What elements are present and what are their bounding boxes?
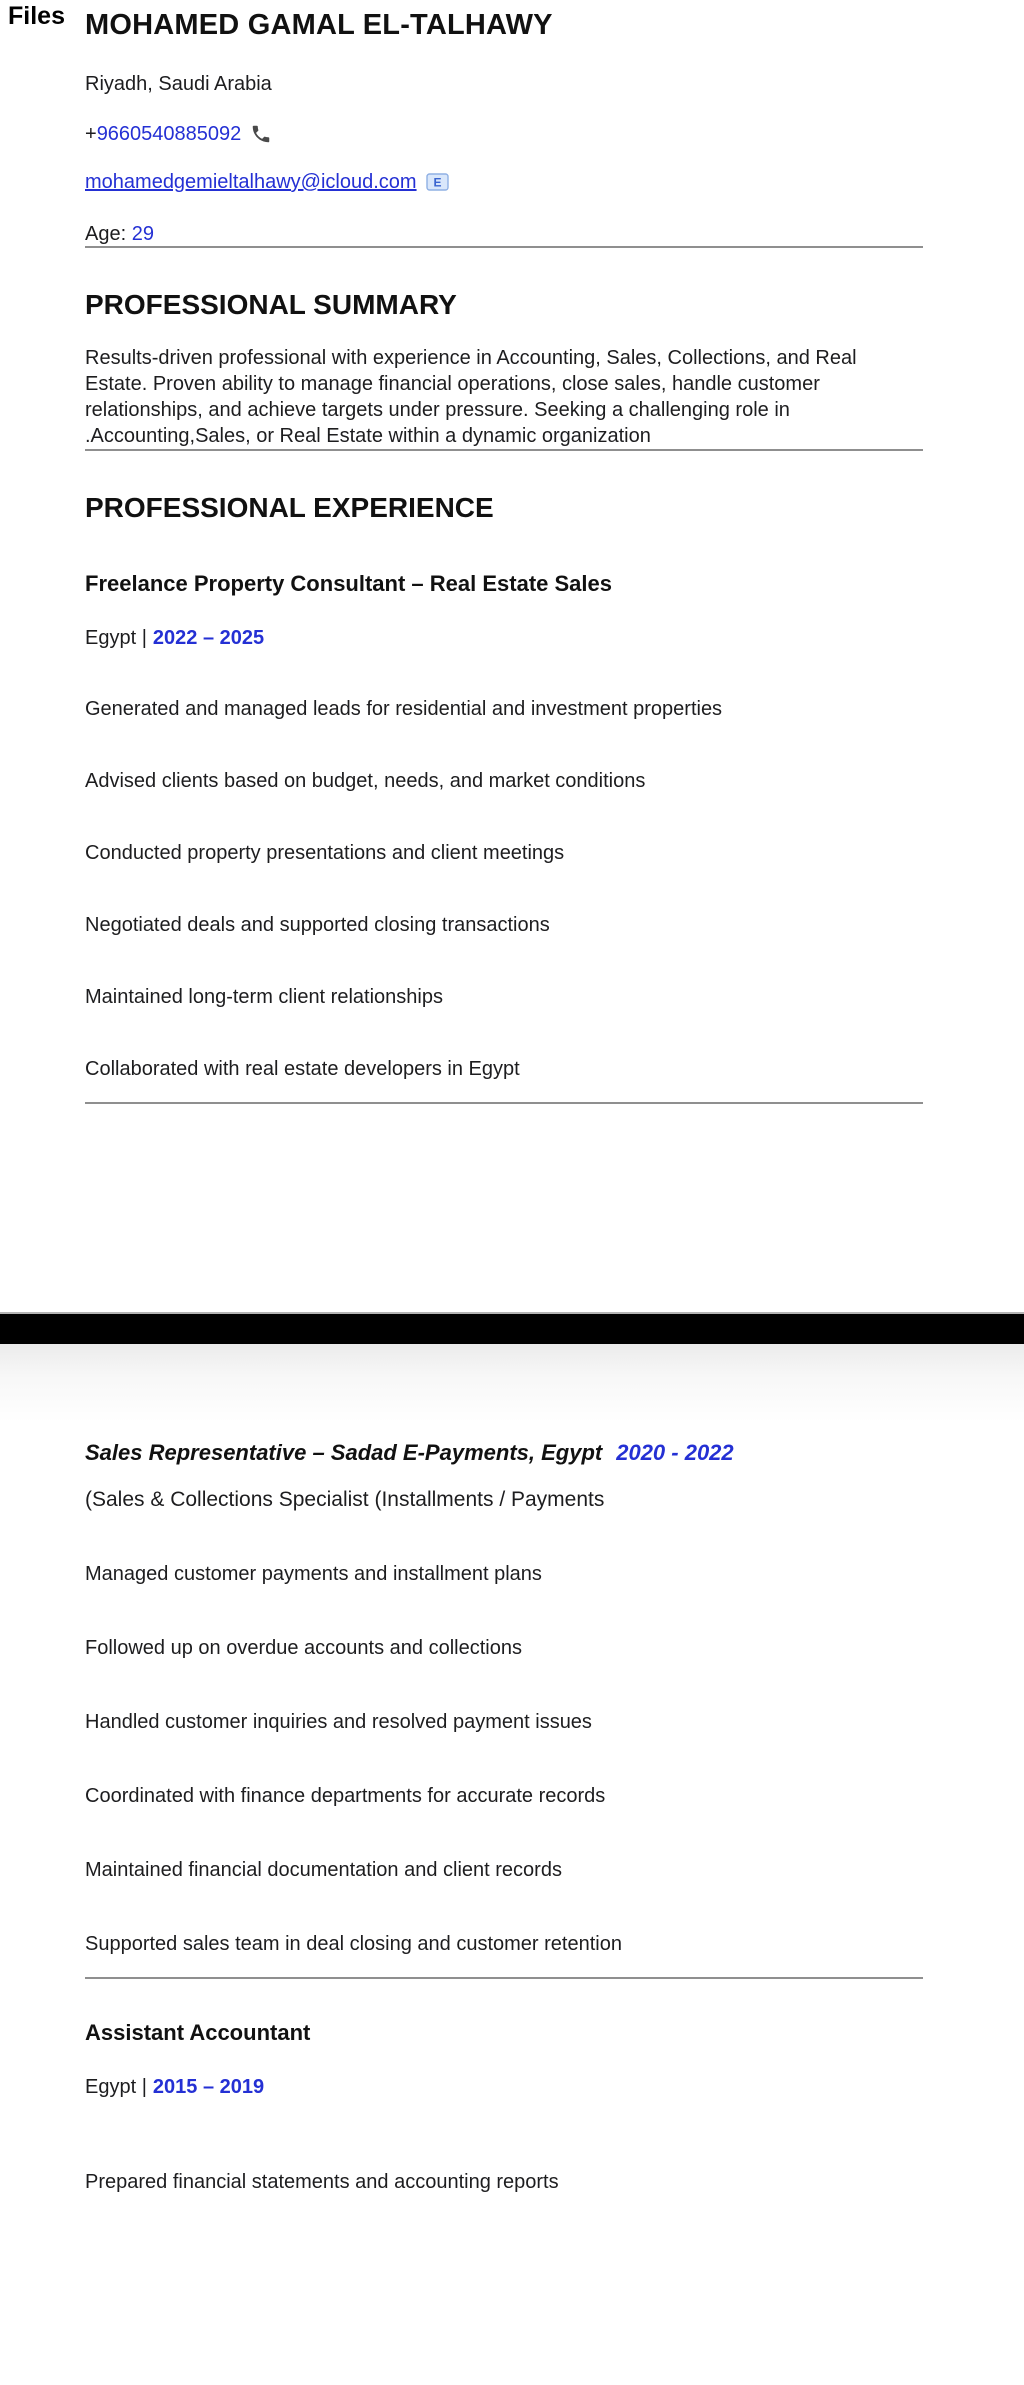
job1-bullet: Collaborated with real estate developers in Egypt bbox=[85, 1058, 520, 1080]
job2-bullet: Supported sales team in deal closing and customer retention bbox=[85, 1933, 622, 1955]
job2-bullet: Maintained financial documentation and client records bbox=[85, 1859, 562, 1881]
page2-top-shadow bbox=[0, 1344, 1024, 1422]
job2-title-line bbox=[85, 1439, 927, 1466]
phone-link[interactable]: 9660540885092 bbox=[96, 123, 242, 145]
page1-bottom-margin bbox=[85, 1104, 927, 1312]
job1-bullet: Conducted property presentations and client meetings bbox=[85, 842, 565, 864]
job3-location: Egypt | bbox=[85, 2076, 147, 2098]
section-divider bbox=[85, 1977, 923, 1979]
location-line bbox=[85, 72, 927, 96]
email-icon bbox=[426, 173, 449, 191]
job1-bullet: Negotiated deals and supported closing transactions bbox=[85, 914, 550, 936]
email-line bbox=[85, 170, 927, 194]
page-bottom-padding bbox=[85, 2215, 927, 2239]
job2-title: Sales Representative – Sadad E-Payments, Egypt bbox=[85, 1440, 603, 1465]
email-link[interactable]: mohamedgemieltalhawy@icloud.com bbox=[85, 171, 417, 193]
job2-bullet: Handled customer inquiries and resolved payment issues bbox=[85, 1711, 592, 1733]
page-break-bar bbox=[0, 1312, 1024, 1344]
person-name: MOHAMED GAMAL EL-TALHAWY bbox=[85, 9, 553, 41]
job2-bullet: Followed up on overdue accounts and collections bbox=[85, 1637, 522, 1659]
svg-text:E: E bbox=[433, 175, 442, 190]
age-value-link[interactable]: 29 bbox=[131, 223, 154, 245]
age-label: Age: bbox=[85, 223, 127, 245]
job1-title: Freelance Property Consultant – Real Estate Sales bbox=[85, 571, 612, 596]
section-divider bbox=[85, 246, 923, 248]
job3-meta bbox=[85, 2075, 927, 2099]
section-divider bbox=[85, 449, 923, 451]
summary-heading: PROFESSIONAL SUMMARY bbox=[85, 289, 457, 320]
job3-bullet: Prepared financial statements and accounting reports bbox=[85, 2171, 559, 2193]
job1-bullet: Maintained long-term client relationships bbox=[85, 986, 443, 1008]
job2-subtitle: (Sales & Collections Specialist (Installments / Payments bbox=[85, 1488, 605, 1511]
phone-icon bbox=[250, 123, 272, 145]
job1-dates-link[interactable]: 2022 – 2025 bbox=[152, 627, 265, 649]
document-page bbox=[85, 0, 927, 2239]
job2-bullet: Managed customer payments and installment plans bbox=[85, 1563, 542, 1585]
phone-prefix: + bbox=[85, 123, 97, 145]
job1-location: Egypt | bbox=[85, 627, 147, 649]
job1-bullet: Advised clients based on budget, needs, and market conditions bbox=[85, 770, 646, 792]
job1-bullet: Generated and managed leads for residential and investment properties bbox=[85, 698, 723, 720]
summary-text: Results-driven professional with experience in Accounting, Sales, Collections, and Real Estate. Proven ability to manage financial operations, close sales, handle customer relationships, and achieve targets under pressure. Seeking a challenging role in .Accounting,Sales, or Real Estate within a dynamic organization bbox=[85, 347, 857, 447]
location-text: Riyadh, Saudi Arabia bbox=[85, 73, 272, 95]
job1-meta bbox=[85, 626, 927, 650]
job2-bullet: Coordinated with finance departments for accurate records bbox=[85, 1785, 606, 1807]
phone-line bbox=[85, 122, 927, 146]
files-back-button[interactable]: Files bbox=[8, 2, 65, 30]
experience-heading: PROFESSIONAL EXPERIENCE bbox=[85, 492, 494, 523]
job3-title: Assistant Accountant bbox=[85, 2020, 311, 2045]
age-line bbox=[85, 222, 927, 246]
job3-dates-link[interactable]: 2015 – 2019 bbox=[152, 2076, 265, 2098]
job2-dates-link[interactable]: 2020 - 2022 bbox=[616, 1440, 734, 1465]
